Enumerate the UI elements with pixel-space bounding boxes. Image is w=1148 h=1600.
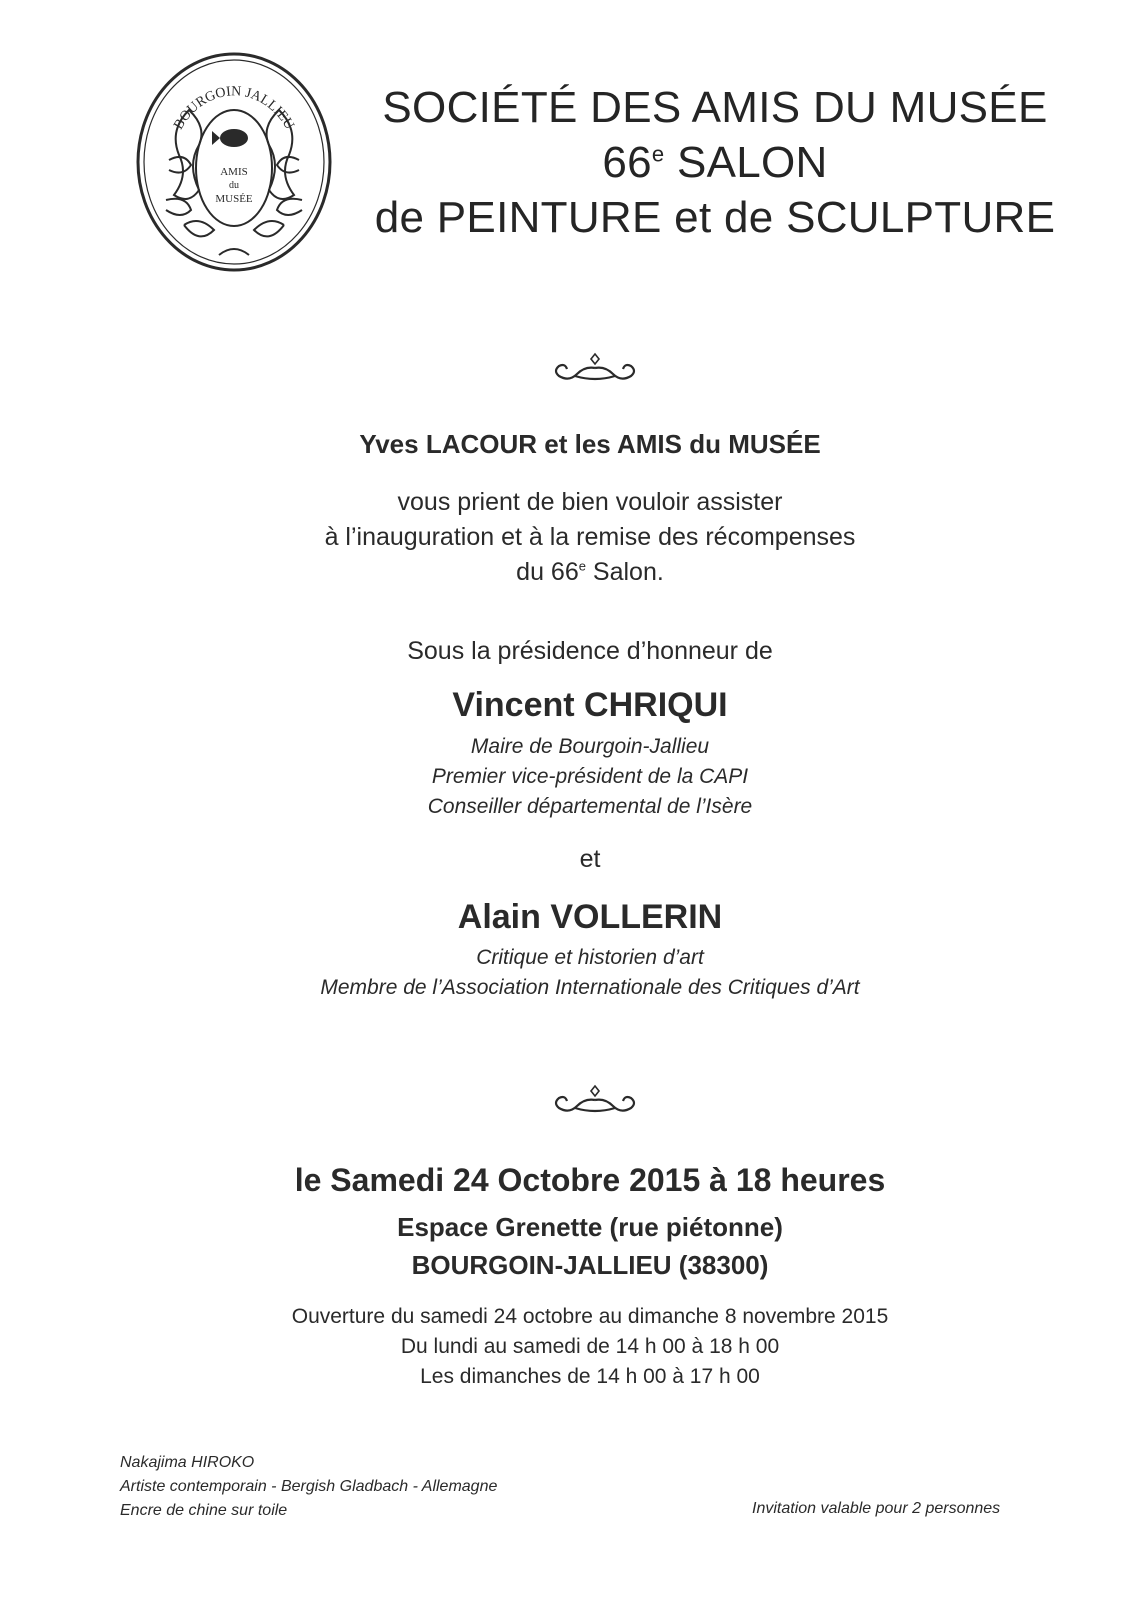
page-title [340, 80, 1090, 245]
opening-hours: Ouverture du samedi 24 octobre au dimanche 8 novembre 2015 Du lundi au samedi de 14 h 00 à 18 h 00 Les dimanches de 14 h 00 à 17 h 00 [291, 1305, 889, 1388]
invitation-line-1: vous prient de bien vouloir assister [397, 488, 783, 516]
artist-info: Artiste contemporain - Bergish Gladbach - Allemagne [120, 1478, 498, 1495]
artwork-medium: Encre de chine sur toile [120, 1502, 288, 1519]
invitation-validity: Invitation valable pour 2 personnes [752, 1500, 1001, 1517]
title-salon: 66e SALON [602, 138, 828, 187]
venue-city: BOURGOIN-JALLIEU (38300) [411, 1250, 769, 1280]
honoree-2-name: Alain VOLLERIN [457, 898, 723, 936]
invitation-line-2: à l’inauguration et à la remise des récompenses [324, 523, 856, 551]
event-date: le Samedi 24 Octobre 2015 à 18 heures [294, 1162, 886, 1198]
society-seal-logo [134, 50, 334, 275]
honoree-1-name: Vincent CHRIQUI [452, 686, 728, 724]
invitation-text [0, 485, 1148, 590]
title-society: SOCIÉTÉ DES AMIS DU MUSÉE [382, 83, 1048, 132]
ornament-divider-icon [540, 1082, 650, 1116]
title-subtitle: de PEINTURE et de SCULPTURE [374, 193, 1056, 242]
ornament-divider-icon [540, 350, 650, 384]
invitation-line-3: du 66e Salon. [516, 558, 664, 586]
honoree-1-roles: Maire de Bourgoin-Jallieu Premier vice-président de la CAPI Conseiller départemental de l’Isère [427, 735, 753, 818]
event-venue [0, 1208, 1148, 1284]
conjunction-text: et [579, 845, 601, 873]
seal-word-du: du [229, 180, 239, 191]
venue-name: Espace Grenette (rue piétonne) [397, 1212, 783, 1242]
presidency-intro: Sous la présidence d’honneur de [407, 637, 773, 665]
seal-word-musee: MUSÉE [215, 193, 253, 205]
seal-emblem-icon [134, 50, 334, 275]
artist-name: Nakajima HIROKO [120, 1454, 255, 1471]
artwork-credit [120, 1451, 497, 1523]
honoree-2-roles: Critique et historien d’art Membre de l’Association Internationale des Critiques d’Art [320, 946, 860, 999]
seal-word-amis: AMIS [220, 166, 248, 178]
svg-text:BOURGOIN JALLIEU: BOURGOIN JALLIEU [171, 84, 297, 133]
hosts-line: Yves LACOUR et les AMIS du MUSÉE [359, 429, 821, 459]
